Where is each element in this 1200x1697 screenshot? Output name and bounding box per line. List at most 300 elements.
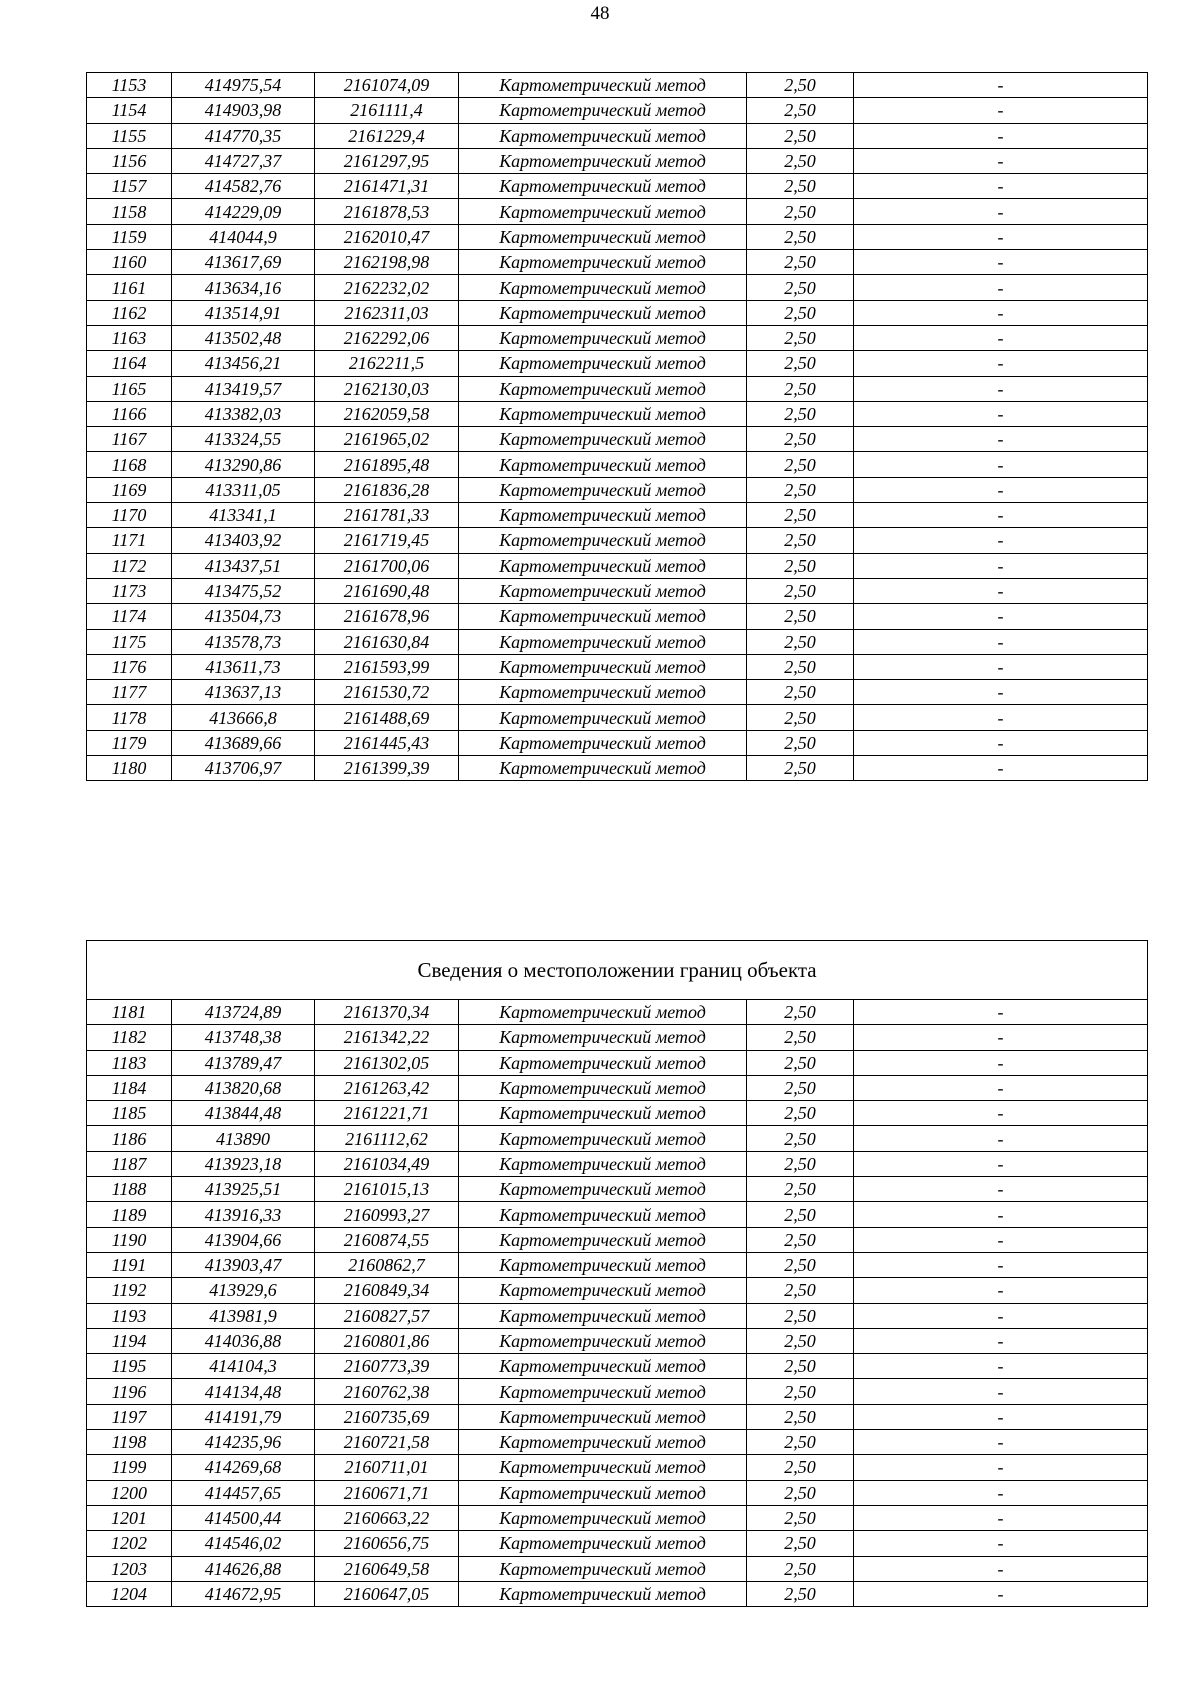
description-cell: - xyxy=(854,250,1148,275)
accuracy-cell: 2,50 xyxy=(747,1126,854,1151)
point-number-cell: 1159 xyxy=(87,224,172,249)
table-row xyxy=(87,1404,1148,1429)
y-coordinate-cell: 2161370,34 xyxy=(315,1000,459,1025)
description-cell: - xyxy=(854,1556,1148,1581)
table-row xyxy=(87,199,1148,224)
y-coordinate-cell: 2160874,55 xyxy=(315,1227,459,1252)
point-number-cell: 1177 xyxy=(87,680,172,705)
method-cell: Картометрический метод xyxy=(459,1278,747,1303)
table-row xyxy=(87,553,1148,578)
x-coordinate-cell: 414546,02 xyxy=(172,1531,315,1556)
point-number-cell: 1162 xyxy=(87,300,172,325)
method-cell: Картометрический метод xyxy=(459,1303,747,1328)
x-coordinate-cell: 413724,89 xyxy=(172,1000,315,1025)
method-cell: Картометрический метод xyxy=(459,1050,747,1075)
point-number-cell: 1198 xyxy=(87,1430,172,1455)
point-number-cell: 1160 xyxy=(87,250,172,275)
x-coordinate-cell: 414727,37 xyxy=(172,148,315,173)
x-coordinate-cell: 413925,51 xyxy=(172,1177,315,1202)
point-number-cell: 1153 xyxy=(87,73,172,98)
accuracy-cell: 2,50 xyxy=(747,174,854,199)
accuracy-cell: 2,50 xyxy=(747,1581,854,1606)
y-coordinate-cell: 2161719,45 xyxy=(315,528,459,553)
y-coordinate-cell: 2161112,62 xyxy=(315,1126,459,1151)
method-cell: Картометрический метод xyxy=(459,503,747,528)
accuracy-cell: 2,50 xyxy=(747,275,854,300)
y-coordinate-cell: 2160649,58 xyxy=(315,1556,459,1581)
point-number-cell: 1194 xyxy=(87,1328,172,1353)
table-row xyxy=(87,401,1148,426)
y-coordinate-cell: 2162010,47 xyxy=(315,224,459,249)
description-cell: - xyxy=(854,604,1148,629)
method-cell: Картометрический метод xyxy=(459,427,747,452)
coordinates-table-1 xyxy=(86,72,1148,781)
description-cell: - xyxy=(854,1278,1148,1303)
accuracy-cell: 2,50 xyxy=(747,1202,854,1227)
table-row xyxy=(87,1101,1148,1126)
x-coordinate-cell: 413820,68 xyxy=(172,1075,315,1100)
table-row xyxy=(87,148,1148,173)
y-coordinate-cell: 2161445,43 xyxy=(315,730,459,755)
description-cell: - xyxy=(854,1303,1148,1328)
x-coordinate-cell: 413929,6 xyxy=(172,1278,315,1303)
y-coordinate-cell: 2162311,03 xyxy=(315,300,459,325)
table-caption: Сведения о местоположении границ объекта xyxy=(87,941,1148,1000)
accuracy-cell: 2,50 xyxy=(747,553,854,578)
description-cell: - xyxy=(854,300,1148,325)
point-number-cell: 1168 xyxy=(87,452,172,477)
table-row xyxy=(87,1151,1148,1176)
y-coordinate-cell: 2160656,75 xyxy=(315,1531,459,1556)
description-cell: - xyxy=(854,680,1148,705)
method-cell: Картометрический метод xyxy=(459,1177,747,1202)
accuracy-cell: 2,50 xyxy=(747,427,854,452)
table-row xyxy=(87,503,1148,528)
description-cell: - xyxy=(854,452,1148,477)
y-coordinate-cell: 2160721,58 xyxy=(315,1430,459,1455)
description-cell: - xyxy=(854,1455,1148,1480)
y-coordinate-cell: 2161530,72 xyxy=(315,680,459,705)
description-cell: - xyxy=(854,123,1148,148)
description-cell: - xyxy=(854,376,1148,401)
accuracy-cell: 2,50 xyxy=(747,452,854,477)
description-cell: - xyxy=(854,1404,1148,1429)
method-cell: Картометрический метод xyxy=(459,1430,747,1455)
method-cell: Картометрический метод xyxy=(459,148,747,173)
table-row xyxy=(87,1025,1148,1050)
y-coordinate-cell: 2161229,4 xyxy=(315,123,459,148)
method-cell: Картометрический метод xyxy=(459,1101,747,1126)
table-row xyxy=(87,300,1148,325)
method-cell: Картометрический метод xyxy=(459,1025,747,1050)
x-coordinate-cell: 413382,03 xyxy=(172,401,315,426)
point-number-cell: 1190 xyxy=(87,1227,172,1252)
point-number-cell: 1165 xyxy=(87,376,172,401)
table-row xyxy=(87,73,1148,98)
point-number-cell: 1178 xyxy=(87,705,172,730)
description-cell: - xyxy=(854,351,1148,376)
x-coordinate-cell: 413903,47 xyxy=(172,1252,315,1277)
table-row xyxy=(87,1581,1148,1606)
x-coordinate-cell: 413456,21 xyxy=(172,351,315,376)
accuracy-cell: 2,50 xyxy=(747,1101,854,1126)
point-number-cell: 1204 xyxy=(87,1581,172,1606)
accuracy-cell: 2,50 xyxy=(747,123,854,148)
description-cell: - xyxy=(854,1050,1148,1075)
accuracy-cell: 2,50 xyxy=(747,148,854,173)
method-cell: Картометрический метод xyxy=(459,553,747,578)
coordinates-table-2 xyxy=(86,940,1148,1607)
accuracy-cell: 2,50 xyxy=(747,503,854,528)
table-row xyxy=(87,427,1148,452)
description-cell: - xyxy=(854,756,1148,781)
point-number-cell: 1174 xyxy=(87,604,172,629)
accuracy-cell: 2,50 xyxy=(747,1379,854,1404)
table-row xyxy=(87,376,1148,401)
accuracy-cell: 2,50 xyxy=(747,528,854,553)
method-cell: Картометрический метод xyxy=(459,730,747,755)
method-cell: Картометрический метод xyxy=(459,1354,747,1379)
point-number-cell: 1181 xyxy=(87,1000,172,1025)
point-number-cell: 1203 xyxy=(87,1556,172,1581)
table-row xyxy=(87,1455,1148,1480)
description-cell: - xyxy=(854,528,1148,553)
method-cell: Картометрический метод xyxy=(459,73,747,98)
y-coordinate-cell: 2161302,05 xyxy=(315,1050,459,1075)
table-row xyxy=(87,123,1148,148)
y-coordinate-cell: 2160762,38 xyxy=(315,1379,459,1404)
method-cell: Картометрический метод xyxy=(459,654,747,679)
x-coordinate-cell: 413617,69 xyxy=(172,250,315,275)
accuracy-cell: 2,50 xyxy=(747,1278,854,1303)
description-cell: - xyxy=(854,1101,1148,1126)
table-row xyxy=(87,528,1148,553)
description-cell: - xyxy=(854,578,1148,603)
point-number-cell: 1157 xyxy=(87,174,172,199)
description-cell: - xyxy=(854,1252,1148,1277)
table-row xyxy=(87,98,1148,123)
point-number-cell: 1197 xyxy=(87,1404,172,1429)
x-coordinate-cell: 414770,35 xyxy=(172,123,315,148)
description-cell: - xyxy=(854,174,1148,199)
accuracy-cell: 2,50 xyxy=(747,73,854,98)
y-coordinate-cell: 2161630,84 xyxy=(315,629,459,654)
point-number-cell: 1193 xyxy=(87,1303,172,1328)
x-coordinate-cell: 413341,1 xyxy=(172,503,315,528)
point-number-cell: 1169 xyxy=(87,477,172,502)
x-coordinate-cell: 413475,52 xyxy=(172,578,315,603)
accuracy-cell: 2,50 xyxy=(747,477,854,502)
y-coordinate-cell: 2161895,48 xyxy=(315,452,459,477)
table-row xyxy=(87,680,1148,705)
x-coordinate-cell: 414104,3 xyxy=(172,1354,315,1379)
accuracy-cell: 2,50 xyxy=(747,224,854,249)
accuracy-cell: 2,50 xyxy=(747,401,854,426)
y-coordinate-cell: 2161342,22 xyxy=(315,1025,459,1050)
table-row xyxy=(87,1430,1148,1455)
x-coordinate-cell: 414975,54 xyxy=(172,73,315,98)
description-cell: - xyxy=(854,98,1148,123)
description-cell: - xyxy=(854,654,1148,679)
point-number-cell: 1201 xyxy=(87,1505,172,1530)
table-row xyxy=(87,1278,1148,1303)
accuracy-cell: 2,50 xyxy=(747,1025,854,1050)
table-row xyxy=(87,604,1148,629)
accuracy-cell: 2,50 xyxy=(747,654,854,679)
accuracy-cell: 2,50 xyxy=(747,629,854,654)
x-coordinate-cell: 413514,91 xyxy=(172,300,315,325)
y-coordinate-cell: 2161965,02 xyxy=(315,427,459,452)
point-number-cell: 1183 xyxy=(87,1050,172,1075)
point-number-cell: 1191 xyxy=(87,1252,172,1277)
point-number-cell: 1173 xyxy=(87,578,172,603)
method-cell: Картометрический метод xyxy=(459,578,747,603)
point-number-cell: 1175 xyxy=(87,629,172,654)
description-cell: - xyxy=(854,477,1148,502)
description-cell: - xyxy=(854,1430,1148,1455)
y-coordinate-cell: 2161781,33 xyxy=(315,503,459,528)
method-cell: Картометрический метод xyxy=(459,174,747,199)
description-cell: - xyxy=(854,1126,1148,1151)
accuracy-cell: 2,50 xyxy=(747,730,854,755)
accuracy-cell: 2,50 xyxy=(747,1480,854,1505)
accuracy-cell: 2,50 xyxy=(747,578,854,603)
table-row xyxy=(87,1000,1148,1025)
method-cell: Картометрический метод xyxy=(459,1151,747,1176)
method-cell: Картометрический метод xyxy=(459,1075,747,1100)
method-cell: Картометрический метод xyxy=(459,1328,747,1353)
description-cell: - xyxy=(854,553,1148,578)
accuracy-cell: 2,50 xyxy=(747,705,854,730)
method-cell: Картометрический метод xyxy=(459,376,747,401)
accuracy-cell: 2,50 xyxy=(747,300,854,325)
table-row xyxy=(87,1556,1148,1581)
y-coordinate-cell: 2161878,53 xyxy=(315,199,459,224)
x-coordinate-cell: 413637,13 xyxy=(172,680,315,705)
method-cell: Картометрический метод xyxy=(459,1252,747,1277)
description-cell: - xyxy=(854,1328,1148,1353)
y-coordinate-cell: 2161297,95 xyxy=(315,148,459,173)
method-cell: Картометрический метод xyxy=(459,1556,747,1581)
point-number-cell: 1176 xyxy=(87,654,172,679)
point-number-cell: 1171 xyxy=(87,528,172,553)
y-coordinate-cell: 2160647,05 xyxy=(315,1581,459,1606)
description-cell: - xyxy=(854,1379,1148,1404)
y-coordinate-cell: 2160735,69 xyxy=(315,1404,459,1429)
table-row xyxy=(87,1202,1148,1227)
method-cell: Картометрический метод xyxy=(459,756,747,781)
x-coordinate-cell: 414582,76 xyxy=(172,174,315,199)
y-coordinate-cell: 2162130,03 xyxy=(315,376,459,401)
accuracy-cell: 2,50 xyxy=(747,604,854,629)
caption-row xyxy=(87,941,1148,1000)
accuracy-cell: 2,50 xyxy=(747,199,854,224)
accuracy-cell: 2,50 xyxy=(747,1075,854,1100)
method-cell: Картометрический метод xyxy=(459,1455,747,1480)
x-coordinate-cell: 413419,57 xyxy=(172,376,315,401)
description-cell: - xyxy=(854,1354,1148,1379)
point-number-cell: 1199 xyxy=(87,1455,172,1480)
x-coordinate-cell: 413689,66 xyxy=(172,730,315,755)
x-coordinate-cell: 413634,16 xyxy=(172,275,315,300)
description-cell: - xyxy=(854,275,1148,300)
table-row xyxy=(87,224,1148,249)
x-coordinate-cell: 414903,98 xyxy=(172,98,315,123)
accuracy-cell: 2,50 xyxy=(747,376,854,401)
table-row xyxy=(87,1075,1148,1100)
point-number-cell: 1172 xyxy=(87,553,172,578)
x-coordinate-cell: 414626,88 xyxy=(172,1556,315,1581)
method-cell: Картометрический метод xyxy=(459,325,747,350)
x-coordinate-cell: 414269,68 xyxy=(172,1455,315,1480)
x-coordinate-cell: 413311,05 xyxy=(172,477,315,502)
accuracy-cell: 2,50 xyxy=(747,1430,854,1455)
method-cell: Картометрический метод xyxy=(459,1379,747,1404)
point-number-cell: 1200 xyxy=(87,1480,172,1505)
method-cell: Картометрический метод xyxy=(459,300,747,325)
table-row xyxy=(87,1050,1148,1075)
y-coordinate-cell: 2160849,34 xyxy=(315,1278,459,1303)
accuracy-cell: 2,50 xyxy=(747,680,854,705)
description-cell: - xyxy=(854,224,1148,249)
accuracy-cell: 2,50 xyxy=(747,98,854,123)
y-coordinate-cell: 2162292,06 xyxy=(315,325,459,350)
description-cell: - xyxy=(854,730,1148,755)
method-cell: Картометрический метод xyxy=(459,528,747,553)
table-row xyxy=(87,325,1148,350)
y-coordinate-cell: 2161015,13 xyxy=(315,1177,459,1202)
table-row xyxy=(87,174,1148,199)
x-coordinate-cell: 414457,65 xyxy=(172,1480,315,1505)
point-number-cell: 1164 xyxy=(87,351,172,376)
y-coordinate-cell: 2161700,06 xyxy=(315,553,459,578)
method-cell: Картометрический метод xyxy=(459,199,747,224)
y-coordinate-cell: 2161074,09 xyxy=(315,73,459,98)
method-cell: Картометрический метод xyxy=(459,1531,747,1556)
point-number-cell: 1167 xyxy=(87,427,172,452)
table-row xyxy=(87,1252,1148,1277)
point-number-cell: 1184 xyxy=(87,1075,172,1100)
y-coordinate-cell: 2162059,58 xyxy=(315,401,459,426)
x-coordinate-cell: 413844,48 xyxy=(172,1101,315,1126)
table-row xyxy=(87,1126,1148,1151)
x-coordinate-cell: 413290,86 xyxy=(172,452,315,477)
y-coordinate-cell: 2161690,48 xyxy=(315,578,459,603)
description-cell: - xyxy=(854,1581,1148,1606)
y-coordinate-cell: 2162198,98 xyxy=(315,250,459,275)
description-cell: - xyxy=(854,148,1148,173)
method-cell: Картометрический метод xyxy=(459,705,747,730)
table-row xyxy=(87,756,1148,781)
x-coordinate-cell: 413502,48 xyxy=(172,325,315,350)
x-coordinate-cell: 413789,47 xyxy=(172,1050,315,1075)
page-number: 48 xyxy=(590,3,610,24)
method-cell: Картометрический метод xyxy=(459,477,747,502)
point-number-cell: 1202 xyxy=(87,1531,172,1556)
accuracy-cell: 2,50 xyxy=(747,1354,854,1379)
method-cell: Картометрический метод xyxy=(459,1126,747,1151)
y-coordinate-cell: 2160993,27 xyxy=(315,1202,459,1227)
point-number-cell: 1154 xyxy=(87,98,172,123)
method-cell: Картометрический метод xyxy=(459,452,747,477)
y-coordinate-cell: 2160663,22 xyxy=(315,1505,459,1530)
accuracy-cell: 2,50 xyxy=(747,1252,854,1277)
y-coordinate-cell: 2161488,69 xyxy=(315,705,459,730)
description-cell: - xyxy=(854,1505,1148,1530)
method-cell: Картометрический метод xyxy=(459,351,747,376)
point-number-cell: 1163 xyxy=(87,325,172,350)
point-number-cell: 1158 xyxy=(87,199,172,224)
table-row xyxy=(87,705,1148,730)
y-coordinate-cell: 2160862,7 xyxy=(315,1252,459,1277)
y-coordinate-cell: 2161111,4 xyxy=(315,98,459,123)
method-cell: Картометрический метод xyxy=(459,250,747,275)
x-coordinate-cell: 413904,66 xyxy=(172,1227,315,1252)
point-number-cell: 1186 xyxy=(87,1126,172,1151)
x-coordinate-cell: 413666,8 xyxy=(172,705,315,730)
y-coordinate-cell: 2161678,96 xyxy=(315,604,459,629)
accuracy-cell: 2,50 xyxy=(747,1404,854,1429)
point-number-cell: 1185 xyxy=(87,1101,172,1126)
description-cell: - xyxy=(854,629,1148,654)
table-row xyxy=(87,477,1148,502)
accuracy-cell: 2,50 xyxy=(747,1177,854,1202)
method-cell: Картометрический метод xyxy=(459,1227,747,1252)
x-coordinate-cell: 414036,88 xyxy=(172,1328,315,1353)
description-cell: - xyxy=(854,401,1148,426)
y-coordinate-cell: 2161221,71 xyxy=(315,1101,459,1126)
point-number-cell: 1195 xyxy=(87,1354,172,1379)
point-number-cell: 1156 xyxy=(87,148,172,173)
description-cell: - xyxy=(854,1202,1148,1227)
accuracy-cell: 2,50 xyxy=(747,1000,854,1025)
table-row xyxy=(87,1177,1148,1202)
accuracy-cell: 2,50 xyxy=(747,351,854,376)
point-number-cell: 1170 xyxy=(87,503,172,528)
method-cell: Картометрический метод xyxy=(459,98,747,123)
method-cell: Картометрический метод xyxy=(459,1404,747,1429)
description-cell: - xyxy=(854,1531,1148,1556)
description-cell: - xyxy=(854,1075,1148,1100)
description-cell: - xyxy=(854,199,1148,224)
y-coordinate-cell: 2161034,49 xyxy=(315,1151,459,1176)
x-coordinate-cell: 413923,18 xyxy=(172,1151,315,1176)
y-coordinate-cell: 2160711,01 xyxy=(315,1455,459,1480)
x-coordinate-cell: 413578,73 xyxy=(172,629,315,654)
point-number-cell: 1179 xyxy=(87,730,172,755)
y-coordinate-cell: 2162232,02 xyxy=(315,275,459,300)
accuracy-cell: 2,50 xyxy=(747,1050,854,1075)
accuracy-cell: 2,50 xyxy=(747,325,854,350)
x-coordinate-cell: 414191,79 xyxy=(172,1404,315,1429)
y-coordinate-cell: 2160773,39 xyxy=(315,1354,459,1379)
x-coordinate-cell: 414229,09 xyxy=(172,199,315,224)
accuracy-cell: 2,50 xyxy=(747,1505,854,1530)
method-cell: Картометрический метод xyxy=(459,401,747,426)
x-coordinate-cell: 414672,95 xyxy=(172,1581,315,1606)
x-coordinate-cell: 413437,51 xyxy=(172,553,315,578)
point-number-cell: 1196 xyxy=(87,1379,172,1404)
description-cell: - xyxy=(854,1227,1148,1252)
table-row xyxy=(87,275,1148,300)
accuracy-cell: 2,50 xyxy=(747,1328,854,1353)
point-number-cell: 1182 xyxy=(87,1025,172,1050)
y-coordinate-cell: 2161593,99 xyxy=(315,654,459,679)
point-number-cell: 1180 xyxy=(87,756,172,781)
method-cell: Картометрический метод xyxy=(459,1000,747,1025)
table-row xyxy=(87,250,1148,275)
accuracy-cell: 2,50 xyxy=(747,756,854,781)
